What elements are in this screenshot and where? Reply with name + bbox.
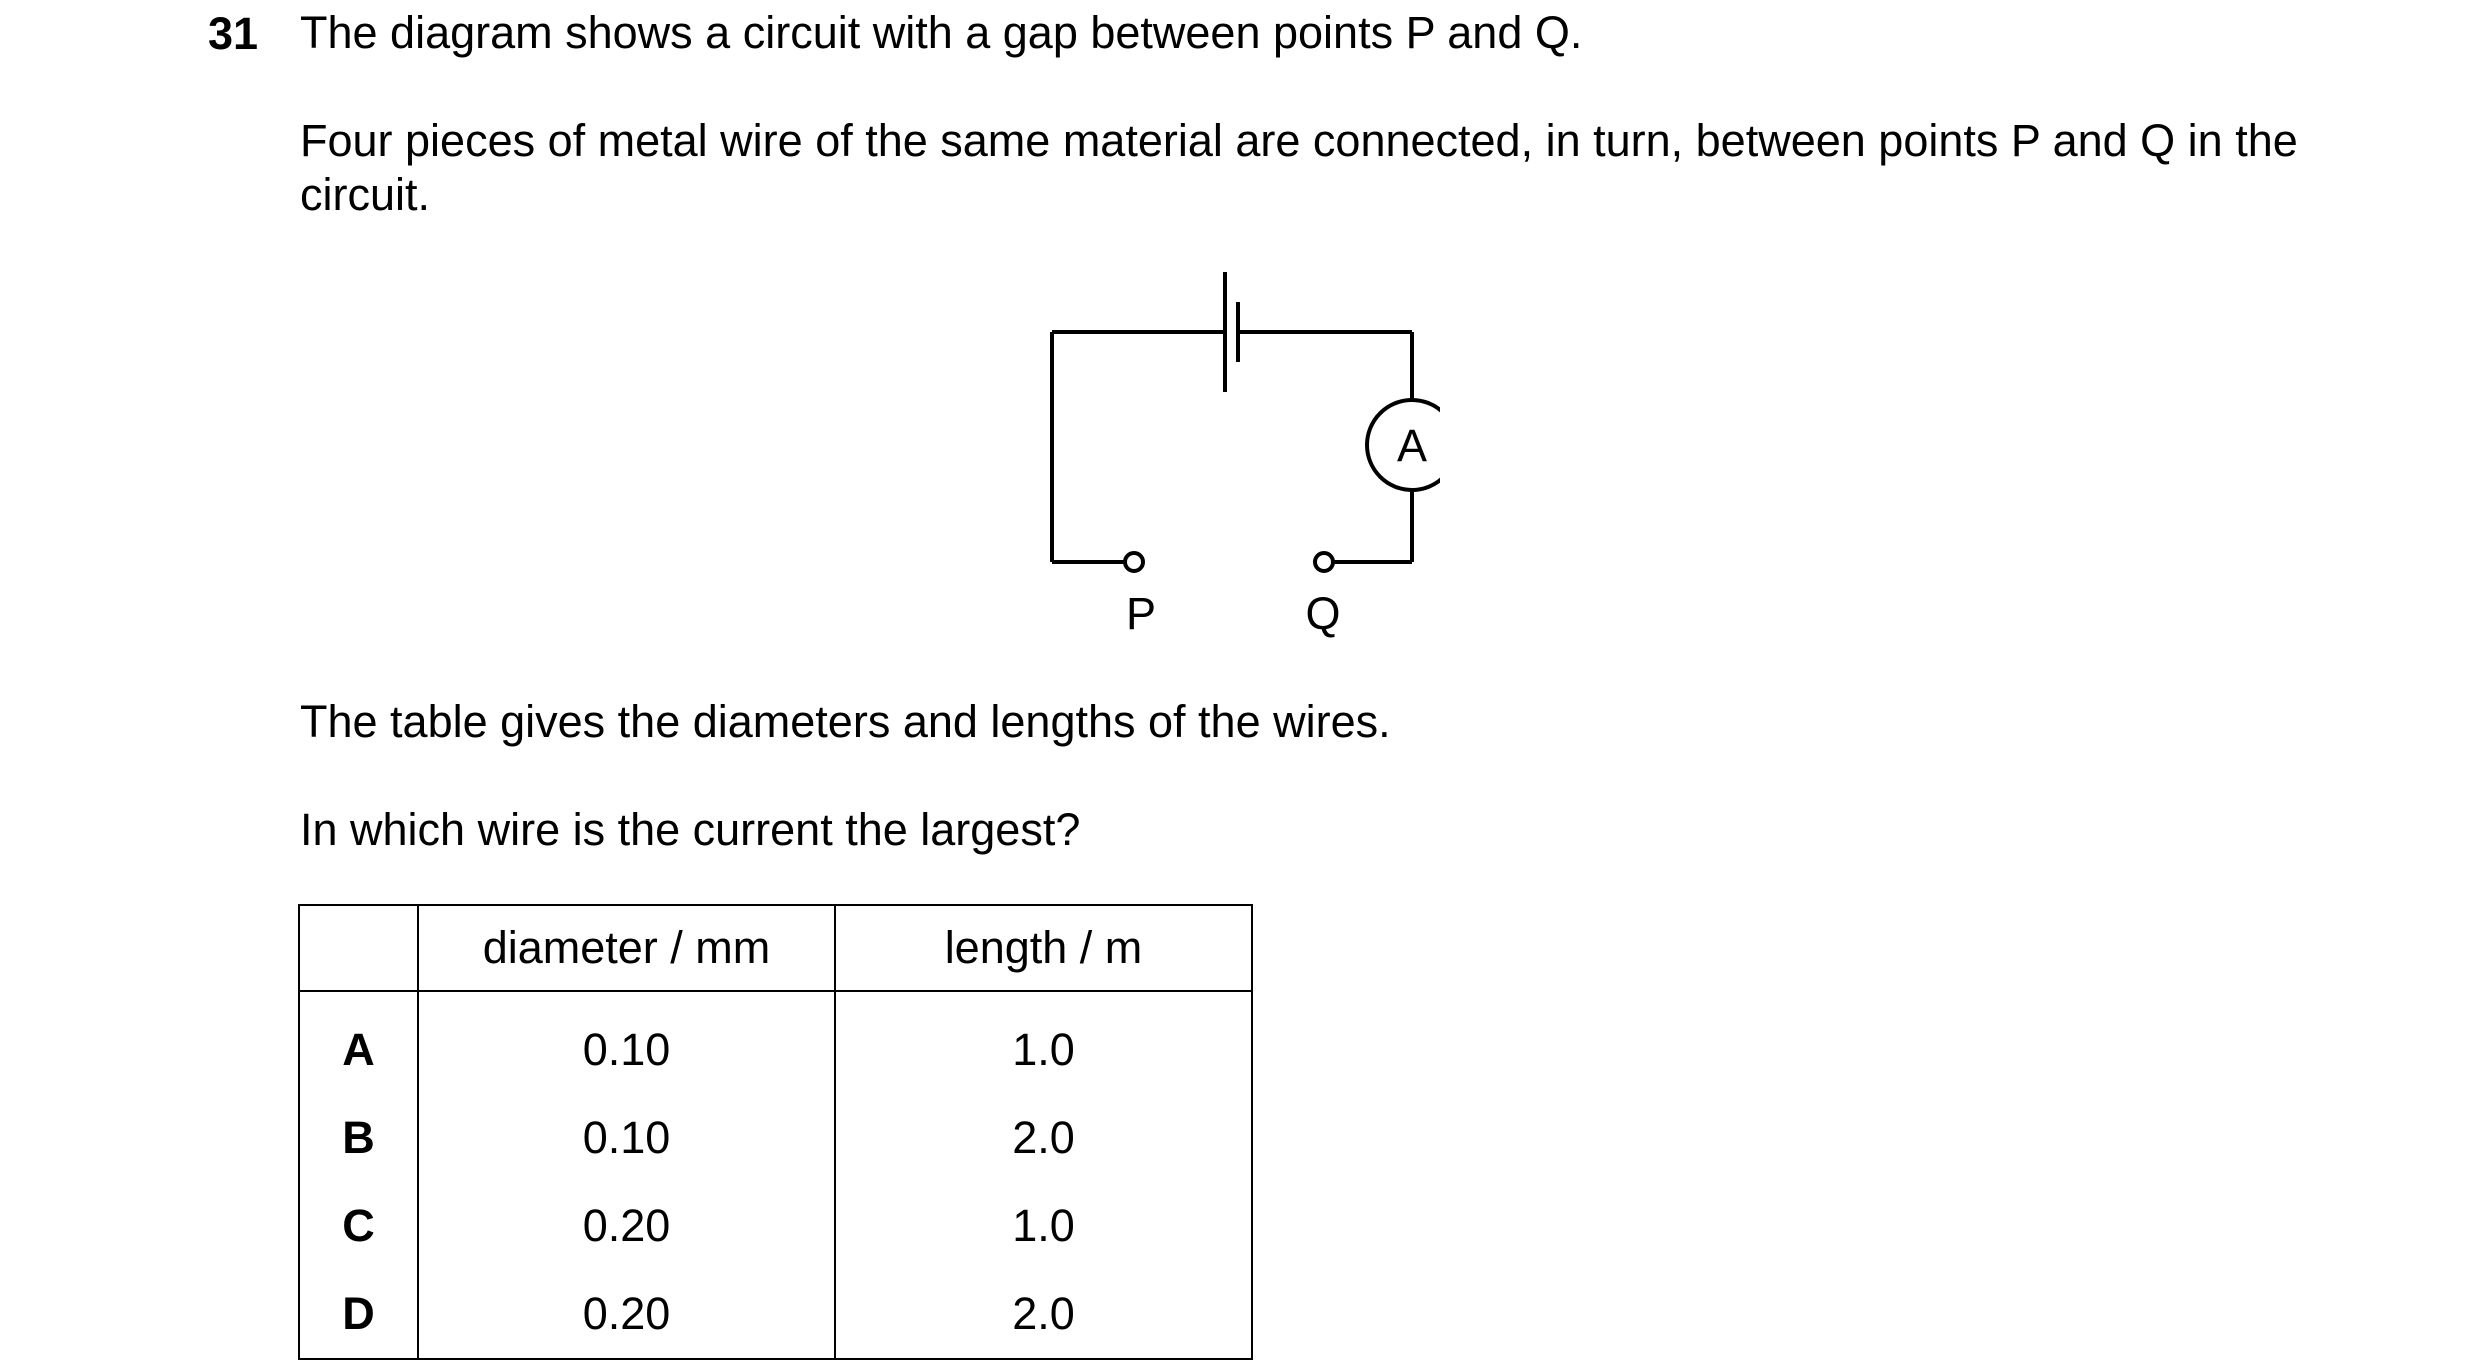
ammeter-label: A xyxy=(1396,420,1428,471)
question-number: 31 xyxy=(208,8,259,59)
length-cell: 2.0 xyxy=(835,1270,1252,1359)
diameter-cell: 0.10 xyxy=(418,991,835,1094)
header-option xyxy=(299,905,418,991)
option-label: B xyxy=(299,1094,418,1182)
length-cell: 1.0 xyxy=(835,991,1252,1094)
point-q-label: Q xyxy=(1305,588,1341,639)
option-label: C xyxy=(299,1182,418,1270)
option-label: A xyxy=(299,991,418,1094)
diameter-cell: 0.20 xyxy=(418,1182,835,1270)
table-row xyxy=(299,991,1252,1094)
table-row xyxy=(299,1270,1252,1359)
table-row xyxy=(299,1182,1252,1270)
question-setup: Four pieces of metal wire of the same material are connected, in turn, between points P and Q in the circuit. xyxy=(300,115,2298,220)
length-cell: 2.0 xyxy=(835,1094,1252,1182)
diameter-cell: 0.10 xyxy=(418,1094,835,1182)
terminal-q xyxy=(1315,553,1333,571)
wire-table xyxy=(298,904,1253,1360)
header-length: length / m xyxy=(835,905,1252,991)
question-intro: The diagram shows a circuit with a gap between points P and Q. xyxy=(300,7,1583,58)
point-p-label: P xyxy=(1125,588,1157,639)
table-intro: The table gives the diameters and lengths of the wires. xyxy=(300,696,1391,747)
question-prompt: In which wire is the current the largest? xyxy=(300,804,1081,855)
terminal-p xyxy=(1125,553,1143,571)
table-row xyxy=(299,1094,1252,1182)
circuit-diagram xyxy=(1000,260,1440,640)
option-label: D xyxy=(299,1270,418,1359)
header-diameter: diameter / mm xyxy=(418,905,835,991)
table-header-row xyxy=(299,905,1252,991)
length-cell: 1.0 xyxy=(835,1182,1252,1270)
diameter-cell: 0.20 xyxy=(418,1270,835,1359)
